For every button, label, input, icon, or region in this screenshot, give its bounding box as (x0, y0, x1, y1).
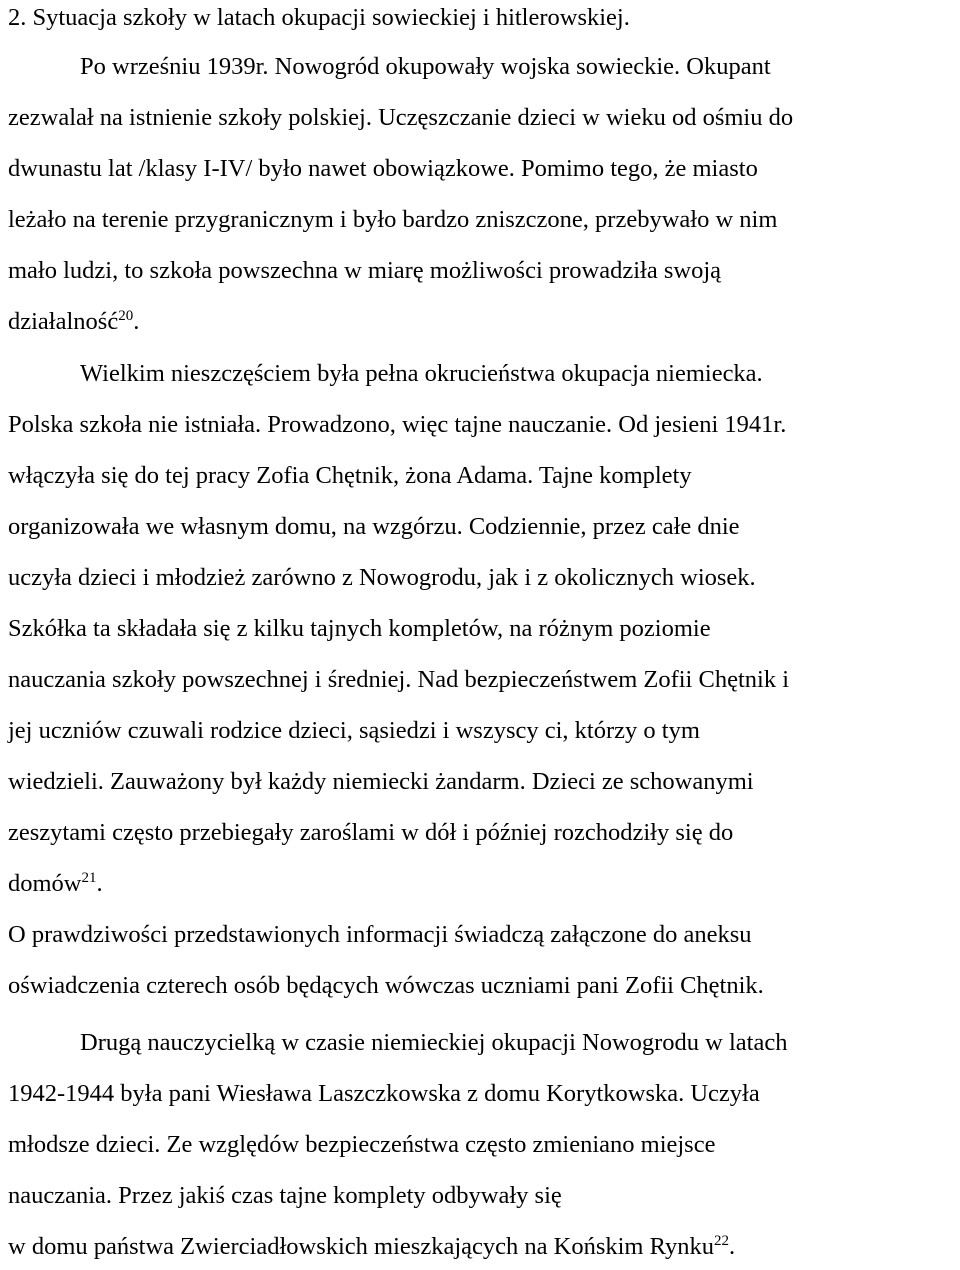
paragraph-line: uczyła dzieci i młodzież zarówno z Nowogrodu, jak i z okolicznych wiosek. (8, 564, 756, 591)
paragraph-line: zezwalał na istnienie szkoły polskiej. Uczęszczanie dzieci w wieku od ośmiu do (8, 104, 794, 131)
section-heading: 2. Sytuacja szkoły w latach okupacji sowieckiej i hitlerowskiej. (8, 4, 630, 31)
footnote-ref-20: 20 (118, 308, 134, 324)
paragraph-line: 1942-1944 była pani Wiesława Laszczkowska z domu Korytkowska. Uczyła (8, 1080, 760, 1107)
paragraph-line: wiedzieli. Zauważony był każdy niemiecki żandarm. Dzieci ze schowanymi (8, 768, 754, 795)
paragraph-line: dwunastu lat /klasy I-IV/ było nawet obowiązkowe. Pomimo tego, że miasto (8, 155, 758, 182)
paragraph-line (8, 307, 139, 337)
paragraph-line: leżało na terenie przygranicznym i było bardzo zniszczone, przebywało w nim (8, 206, 778, 233)
paragraph-line: nauczania szkoły powszechnej i średniej. Nad bezpieczeństwem Zofii Chętnik i (8, 666, 789, 693)
paragraph-line (8, 1232, 735, 1262)
paragraph-line: Drugą nauczycielką w czasie niemieckiej okupacji Nowogrodu w latach (80, 1029, 788, 1056)
paragraph-line: mało ludzi, to szkoła powszechna w miarę możliwości prowadziła swoją (8, 257, 722, 284)
paragraph-text: domów (8, 870, 82, 897)
paragraph-line: Po wrześniu 1939r. Nowogród okupowały wojska sowieckie. Okupant (80, 53, 771, 80)
paragraph-line: młodsze dzieci. Ze względów bezpieczeństwa często zmieniano miejsce (8, 1131, 716, 1158)
footnote-ref-22: 22 (713, 1233, 729, 1249)
paragraph-line: Polska szkoła nie istniała. Prowadzono, więc tajne nauczanie. Od jesieni 1941r. (8, 411, 787, 438)
period: . (728, 1233, 736, 1260)
paragraph-text: w domu państwa Zwierciadłowskich mieszkających na Końskim Rynku (8, 1233, 714, 1260)
period: . (133, 308, 140, 335)
paragraph-line: zeszytami często przebiegały zaroślami w dół i później rozchodziły się do (8, 819, 734, 846)
paragraph-text: działalność (8, 308, 119, 335)
paragraph-line: jej uczniów czuwali rodzice dzieci, sąsiedzi i wszyscy ci, którzy o tym (8, 717, 700, 744)
paragraph-line: organizowała we własnym domu, na wzgórzu. Codziennie, przez całe dnie (8, 513, 740, 540)
paragraph-line: O prawdziwości przedstawionych informacji świadczą załączone do aneksu (8, 921, 752, 948)
paragraph-line: Wielkim nieszczęściem była pełna okrucieństwa okupacja niemiecka. (80, 360, 763, 387)
paragraph-line: włączyła się do tej pracy Zofia Chętnik, żona Adama. Tajne komplety (8, 462, 692, 489)
paragraph-line: nauczania. Przez jakiś czas tajne komplety odbywały się (8, 1182, 562, 1209)
footnote-ref-21: 21 (81, 870, 97, 886)
period: . (96, 870, 103, 897)
paragraph-line: oświadczenia czterech osób będących wówczas uczniami pani Zofii Chętnik. (8, 972, 764, 999)
paragraph-line: Szkółka ta składała się z kilku tajnych kompletów, na różnym poziomie (8, 615, 711, 642)
paragraph-line (8, 869, 103, 899)
